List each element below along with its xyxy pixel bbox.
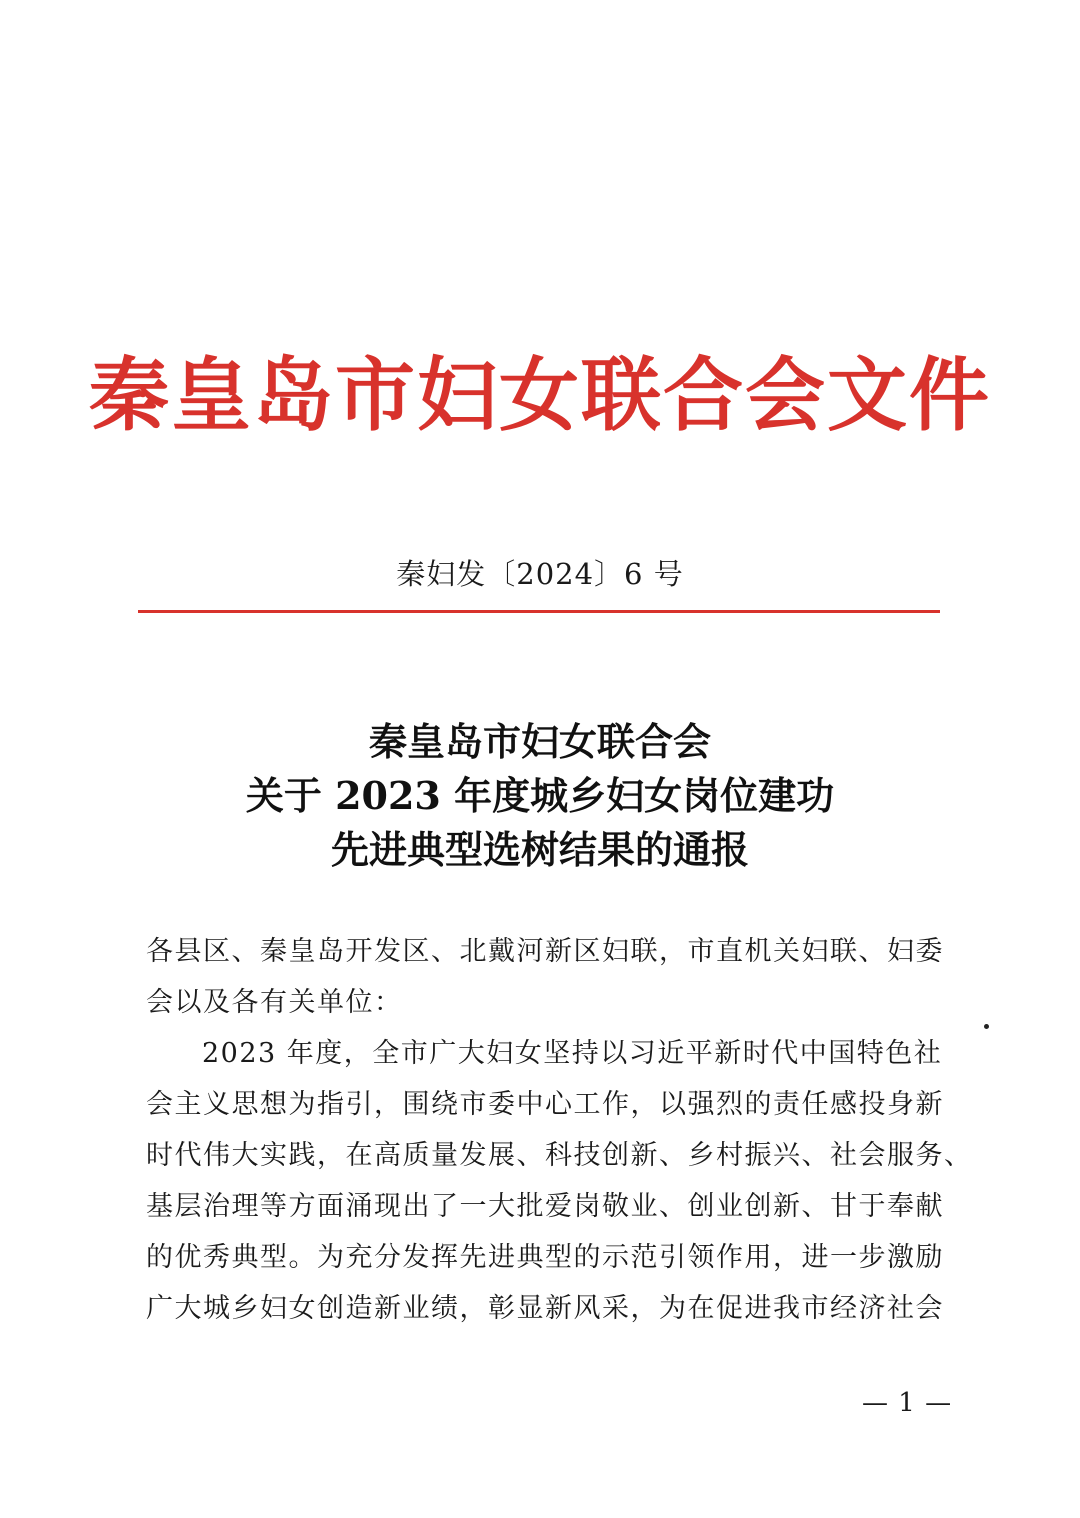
paragraph-line: 广大城乡妇女创造新业绩，彰显新风采，为在促进我市经济社会 bbox=[146, 1293, 944, 1324]
paragraph-line: 2023 年度，全市广大妇女坚持以习近平新时代中国特色社 bbox=[202, 1038, 943, 1069]
document-title bbox=[0, 715, 1080, 877]
addressee-line: 各县区、秦皇岛开发区、北戴河新区妇联，市直机关妇联、妇委 bbox=[146, 936, 944, 967]
paragraph-line: 时代伟大实践，在高质量发展、科技创新、乡村振兴、社会服务、 bbox=[146, 1140, 973, 1171]
stray-dot-mark bbox=[984, 1024, 989, 1029]
page-number: — 1 — bbox=[862, 1388, 953, 1418]
title-line: 先进典型选树结果的通报 bbox=[330, 827, 749, 872]
document-body bbox=[146, 926, 973, 1334]
addressee-line: 会以及各有关单位： bbox=[146, 987, 403, 1018]
title-line: 秦皇岛市妇女联合会 bbox=[368, 719, 711, 764]
paragraph-line: 基层治理等方面涌现出了一大批爱岗敬业、创业创新、甘于奉献 bbox=[146, 1191, 944, 1222]
title-line: 关于 2023 年度城乡妇女岗位建功 bbox=[245, 773, 835, 818]
red-divider-line bbox=[138, 610, 940, 613]
paragraph-line: 的优秀典型。为充分发挥先进典型的示范引领作用，进一步激励 bbox=[146, 1242, 944, 1273]
document-number: 秦妇发〔2024〕6 号 bbox=[396, 557, 684, 591]
red-header-title: 秦皇岛市妇女联合会文件 bbox=[89, 348, 991, 442]
paragraph-line: 会主义思想为指引，围绕市委中心工作，以强烈的责任感投身新 bbox=[146, 1089, 944, 1120]
